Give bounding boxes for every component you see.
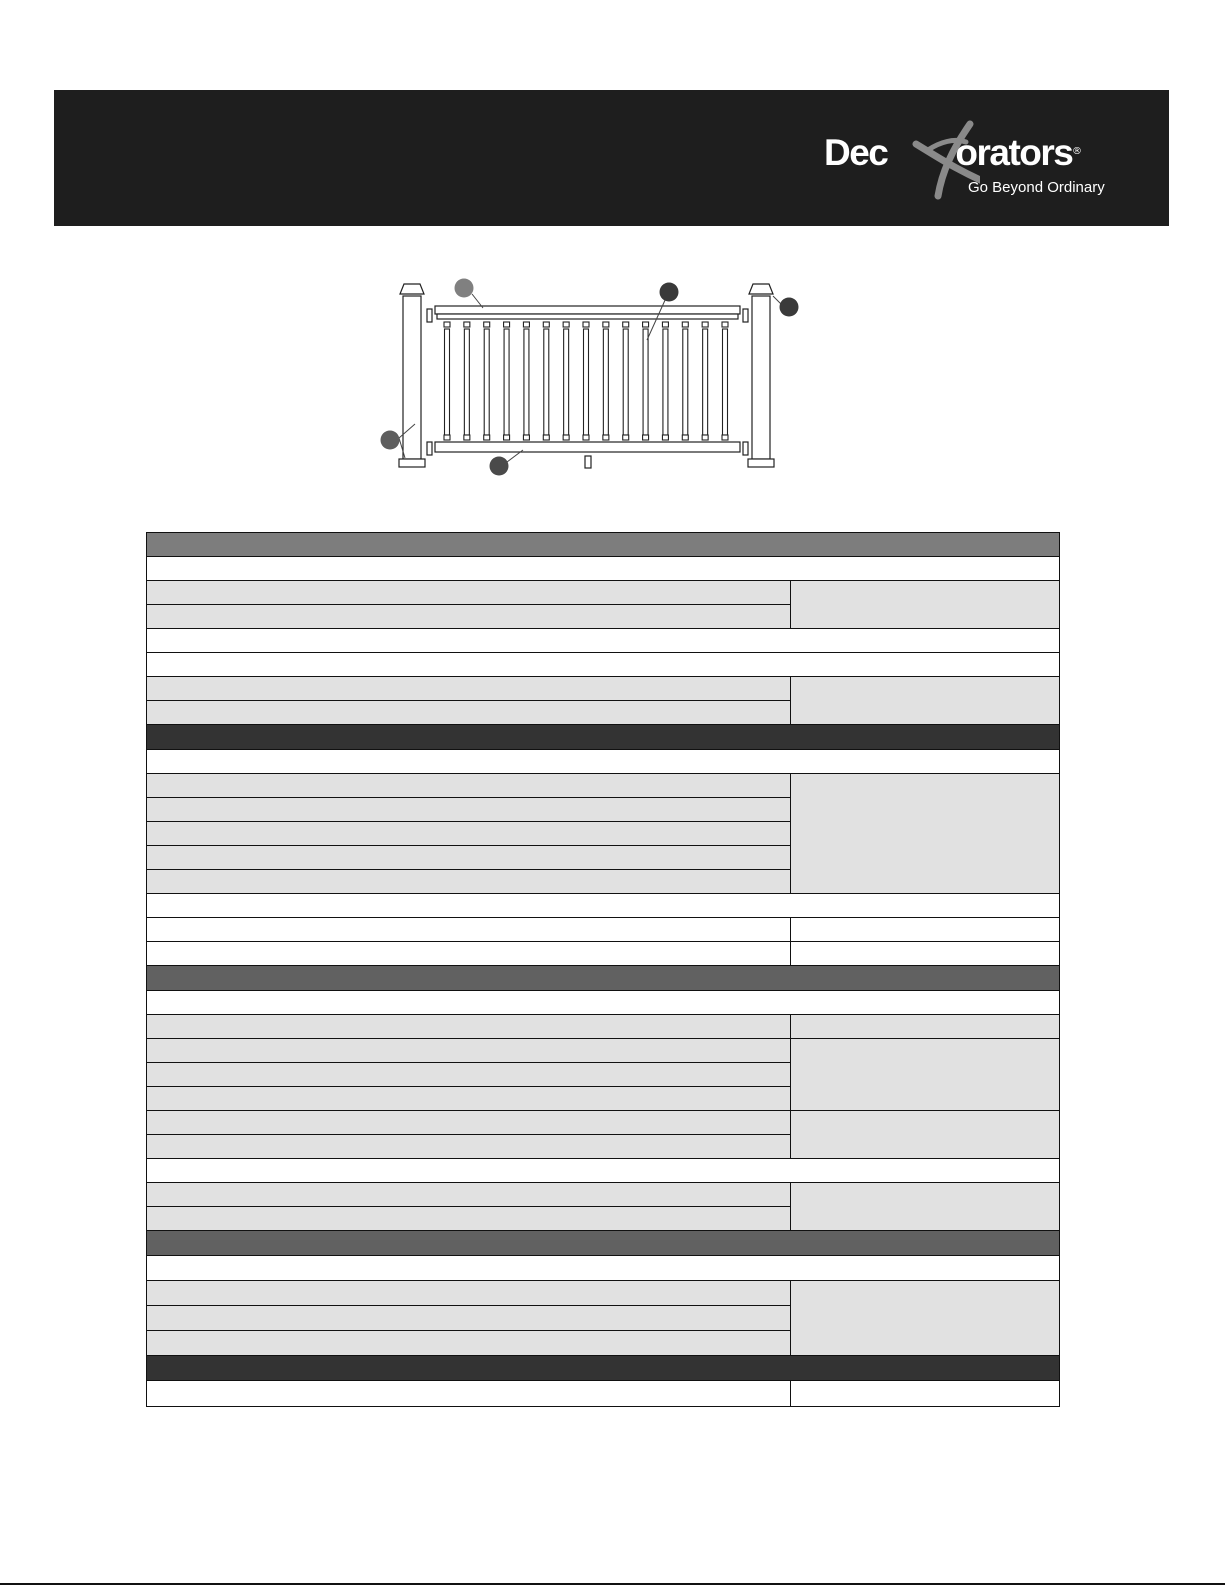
railing-illustration: [375, 272, 815, 487]
table-row: [146, 893, 1060, 919]
baluster-connector-bottom: [583, 435, 589, 440]
table-row: [146, 556, 1060, 582]
table-cell-merged: [790, 1280, 1060, 1357]
left-post-cap: [400, 284, 424, 294]
baluster-connector-top: [682, 322, 688, 327]
right-post: [752, 296, 770, 459]
baluster: [723, 329, 728, 435]
section-header-5: [146, 1355, 1060, 1382]
table-row: [146, 749, 1060, 775]
baluster-connector-bottom: [662, 435, 668, 440]
baluster: [445, 329, 450, 435]
table-cell: [790, 1380, 1060, 1407]
table-row: [146, 1255, 1060, 1282]
table-row: [146, 1182, 792, 1208]
baluster-connector-bottom: [504, 435, 510, 440]
logo-wordmark: Dec orators: [824, 132, 1073, 173]
baluster: [464, 329, 469, 435]
baluster-connector-top: [662, 322, 668, 327]
table-row: [146, 1014, 792, 1040]
table-row: [146, 604, 792, 630]
table-cell: [790, 941, 1060, 967]
table-row: [146, 652, 1060, 678]
baluster-connector-top: [603, 322, 609, 327]
callout-post: [381, 431, 400, 450]
baluster-connector-top: [543, 322, 549, 327]
baluster-connector-top: [504, 322, 510, 327]
table-cell-merged: [790, 580, 1060, 630]
baluster: [683, 329, 688, 435]
baluster: [524, 329, 529, 435]
table-row: [146, 1280, 792, 1307]
left-post: [403, 296, 421, 459]
table-row: [146, 1038, 792, 1064]
baluster-connector-bottom: [543, 435, 549, 440]
table-row: [146, 700, 792, 726]
right-post-cap: [749, 284, 773, 294]
baluster-connector-bottom: [563, 435, 569, 440]
bottom-rail: [435, 442, 740, 452]
table-row: [146, 869, 792, 895]
table-row: [146, 1380, 792, 1407]
top-rail-sub: [437, 314, 738, 319]
baluster: [603, 329, 608, 435]
baluster-connector-bottom: [523, 435, 529, 440]
baluster-connector-top: [643, 322, 649, 327]
baluster-connector-bottom: [722, 435, 728, 440]
baluster: [703, 329, 708, 435]
baluster: [544, 329, 549, 435]
brand-logo: [820, 120, 1120, 205]
baluster: [643, 329, 648, 435]
table-row: [146, 1086, 792, 1112]
section-header-1: [146, 532, 1060, 558]
top-rail: [435, 306, 740, 314]
callout-baluster: [660, 283, 679, 302]
table-row: [146, 628, 1060, 654]
right-post-base: [748, 459, 774, 467]
table-row: [146, 773, 792, 799]
table-row: [146, 1110, 792, 1136]
baluster: [564, 329, 569, 435]
section-header-2: [146, 724, 1060, 751]
baluster-connector-bottom: [623, 435, 629, 440]
table-row: [146, 580, 792, 606]
baluster: [484, 329, 489, 435]
table-row: [146, 845, 792, 871]
baluster-connector-top: [722, 322, 728, 327]
baluster-connector-top: [623, 322, 629, 327]
table-cell-merged: [790, 1182, 1060, 1232]
baluster: [504, 329, 509, 435]
table-row: [146, 941, 792, 967]
baluster: [623, 329, 628, 435]
table-row: [146, 1206, 792, 1232]
baluster-connector-top: [464, 322, 470, 327]
table-row: [146, 821, 792, 847]
baluster-connector-top: [702, 322, 708, 327]
baluster-connector-top: [523, 322, 529, 327]
baluster-connector-bottom: [603, 435, 609, 440]
callout-bottom-rail: [490, 457, 509, 476]
support-block: [585, 456, 591, 468]
table-row: [146, 797, 792, 823]
registered-mark: ®: [1072, 146, 1082, 157]
baluster-connector-bottom: [702, 435, 708, 440]
table-cell: [790, 917, 1060, 943]
table-row: [146, 1305, 792, 1332]
table-row: [146, 917, 792, 943]
table-row: [146, 990, 1060, 1016]
baluster-connector-bottom: [444, 435, 450, 440]
left-post-base: [399, 459, 425, 467]
table-cell-merged: [790, 1110, 1060, 1160]
table-cell-merged: [790, 1038, 1060, 1112]
baluster-connector-top: [444, 322, 450, 327]
section-header-4: [146, 1230, 1060, 1257]
table-cell-merged: [790, 676, 1060, 726]
table-row: [146, 1158, 1060, 1184]
table-cell: [790, 1014, 1060, 1040]
logo-tagline: Go Beyond Ordinary: [968, 179, 1105, 196]
callout-top-rail: [455, 279, 474, 298]
table-cell-merged: [790, 773, 1060, 895]
baluster-connector-bottom: [643, 435, 649, 440]
table-row: [146, 1134, 792, 1160]
baluster-connector-top: [563, 322, 569, 327]
table-row: [146, 676, 792, 702]
callout-post-cap: [780, 298, 799, 317]
baluster-connector-top: [583, 322, 589, 327]
baluster-connector-bottom: [464, 435, 470, 440]
baluster-connector-bottom: [484, 435, 490, 440]
baluster: [663, 329, 668, 435]
baluster-connector-bottom: [682, 435, 688, 440]
table-row: [146, 1330, 792, 1357]
baluster-connector-top: [484, 322, 490, 327]
baluster: [584, 329, 589, 435]
section-header-3: [146, 965, 1060, 992]
table-row: [146, 1062, 792, 1088]
